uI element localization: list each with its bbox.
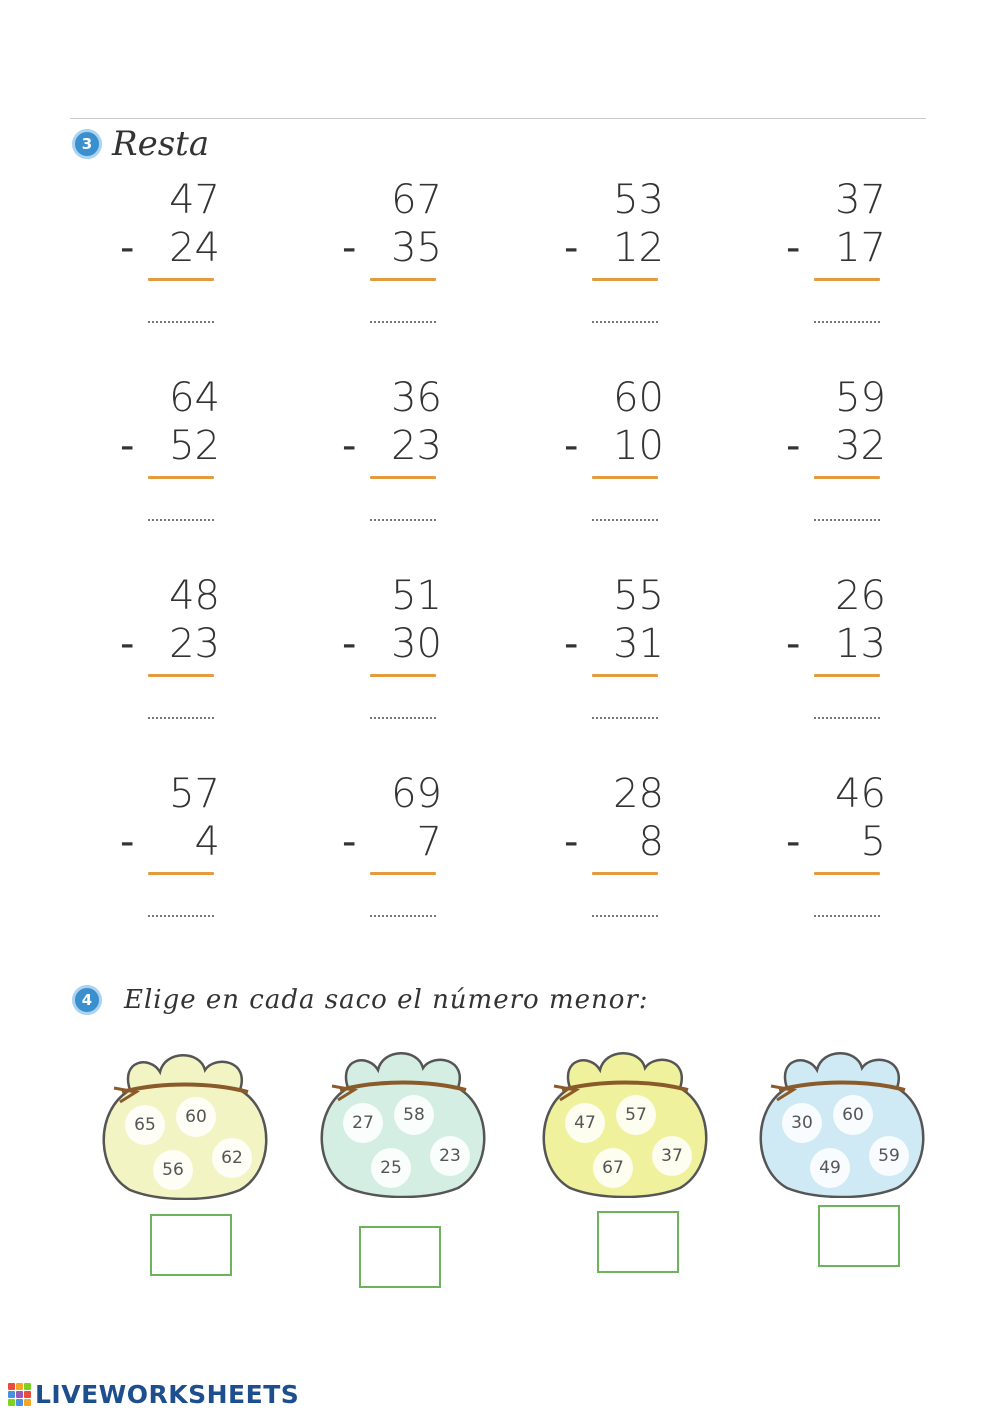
subtraction-problem	[342, 375, 462, 548]
answer-box[interactable]	[597, 1211, 679, 1273]
answer-field[interactable]	[592, 909, 658, 917]
minus-sign: -	[564, 621, 579, 667]
sack-number: 67	[593, 1148, 633, 1188]
minus-sign: -	[786, 819, 801, 865]
minus-sign: -	[564, 225, 579, 271]
minuend: 37	[835, 177, 886, 223]
minuend: 36	[391, 375, 442, 421]
answer-field[interactable]	[370, 315, 436, 323]
subtrahend: 23	[169, 621, 220, 667]
minuend: 67	[391, 177, 442, 223]
minus-sign: -	[342, 819, 357, 865]
subtrahend: 17	[835, 225, 886, 271]
subtrahend: 12	[613, 225, 664, 271]
minus-sign: -	[786, 621, 801, 667]
logo-icon	[8, 1383, 31, 1406]
sack-number: 30	[782, 1103, 822, 1143]
minus-sign: -	[120, 621, 135, 667]
sum-line	[370, 476, 436, 479]
sum-line	[148, 278, 214, 281]
sack-number: 37	[652, 1136, 692, 1176]
subtraction-problem	[786, 771, 906, 944]
subtraction-problem	[786, 375, 906, 548]
sack-number: 60	[833, 1095, 873, 1135]
answer-field[interactable]	[370, 513, 436, 521]
sack-number: 59	[869, 1136, 909, 1176]
answer-field[interactable]	[148, 909, 214, 917]
sum-line	[814, 476, 880, 479]
subtrahend: 52	[169, 423, 220, 469]
answer-field[interactable]	[814, 711, 880, 719]
minuend: 57	[169, 771, 220, 817]
sack-number: 60	[176, 1097, 216, 1137]
minuend: 47	[169, 177, 220, 223]
answer-field[interactable]	[592, 315, 658, 323]
answer-field[interactable]	[370, 711, 436, 719]
subtrahend: 31	[613, 621, 664, 667]
section-number-badge: 3	[72, 129, 102, 159]
subtrahend: 5	[860, 819, 886, 865]
minus-sign: -	[120, 225, 135, 271]
subtraction-problem	[120, 177, 240, 350]
sum-line	[370, 674, 436, 677]
sum-line	[148, 872, 214, 875]
subtrahend: 23	[391, 423, 442, 469]
minus-sign: -	[342, 621, 357, 667]
minuend: 60	[613, 375, 664, 421]
subtraction-problem	[786, 573, 906, 746]
sum-line	[148, 674, 214, 677]
subtraction-problem	[564, 177, 684, 350]
section-title: Resta	[112, 124, 210, 164]
sack-number: 25	[371, 1148, 411, 1188]
subtraction-problem	[342, 177, 462, 350]
answer-field[interactable]	[148, 513, 214, 521]
subtrahend: 7	[416, 819, 442, 865]
answer-field[interactable]	[370, 909, 436, 917]
answer-box[interactable]	[359, 1226, 441, 1288]
minuend: 59	[835, 375, 886, 421]
sum-line	[592, 674, 658, 677]
section-4-heading	[72, 985, 649, 1015]
minuend: 55	[613, 573, 664, 619]
minus-sign: -	[786, 423, 801, 469]
subtrahend: 4	[194, 819, 220, 865]
subtraction-problem	[120, 573, 240, 746]
answer-field[interactable]	[814, 909, 880, 917]
answer-field[interactable]	[814, 315, 880, 323]
top-rule	[70, 118, 926, 119]
minus-sign: -	[120, 819, 135, 865]
minus-sign: -	[342, 423, 357, 469]
sack-number: 62	[212, 1138, 252, 1178]
subtraction-problem	[564, 573, 684, 746]
minus-sign: -	[786, 225, 801, 271]
section-3-heading	[72, 124, 209, 164]
sum-line	[814, 278, 880, 281]
sack-number: 58	[394, 1095, 434, 1135]
sack-number: 23	[430, 1136, 470, 1176]
subtraction-problem	[564, 771, 684, 944]
brand-name: LIVEWORKSHEETS	[35, 1380, 300, 1409]
section-number-badge: 4	[72, 985, 102, 1015]
answer-field[interactable]	[148, 315, 214, 323]
sum-line	[592, 278, 658, 281]
subtrahend: 35	[391, 225, 442, 271]
minuend: 28	[613, 771, 664, 817]
subtrahend: 13	[835, 621, 886, 667]
minuend: 64	[169, 375, 220, 421]
subtraction-problem	[786, 177, 906, 350]
sack-number: 65	[125, 1105, 165, 1145]
section-title: Elige en cada saco el número menor:	[124, 985, 649, 1015]
sum-line	[814, 872, 880, 875]
sack-number: 57	[616, 1095, 656, 1135]
minuend: 26	[835, 573, 886, 619]
sum-line	[370, 278, 436, 281]
answer-box[interactable]	[150, 1214, 232, 1276]
sum-line	[370, 872, 436, 875]
sack-number: 56	[153, 1150, 193, 1190]
answer-field[interactable]	[592, 711, 658, 719]
subtrahend: 10	[613, 423, 664, 469]
sum-line	[592, 476, 658, 479]
answer-field[interactable]	[814, 513, 880, 521]
sack-number: 47	[565, 1103, 605, 1143]
minuend: 53	[613, 177, 664, 223]
sack-number: 49	[810, 1148, 850, 1188]
answer-box[interactable]	[818, 1205, 900, 1267]
minus-sign: -	[120, 423, 135, 469]
subtrahend: 8	[638, 819, 664, 865]
minus-sign: -	[564, 423, 579, 469]
sum-line	[148, 476, 214, 479]
subtraction-problem	[120, 771, 240, 944]
subtraction-problem	[120, 375, 240, 548]
sum-line	[814, 674, 880, 677]
subtrahend: 24	[169, 225, 220, 271]
minuend: 46	[835, 771, 886, 817]
answer-field[interactable]	[592, 513, 658, 521]
answer-field[interactable]	[148, 711, 214, 719]
sack-number: 27	[343, 1103, 383, 1143]
sum-line	[592, 872, 658, 875]
liveworksheets-logo	[8, 1380, 299, 1409]
minus-sign: -	[564, 819, 579, 865]
subtraction-problem	[342, 771, 462, 944]
minus-sign: -	[342, 225, 357, 271]
minuend: 51	[391, 573, 442, 619]
subtraction-problem	[564, 375, 684, 548]
minuend: 48	[169, 573, 220, 619]
minuend: 69	[391, 771, 442, 817]
subtraction-problem	[342, 573, 462, 746]
subtrahend: 30	[391, 621, 442, 667]
subtrahend: 32	[835, 423, 886, 469]
